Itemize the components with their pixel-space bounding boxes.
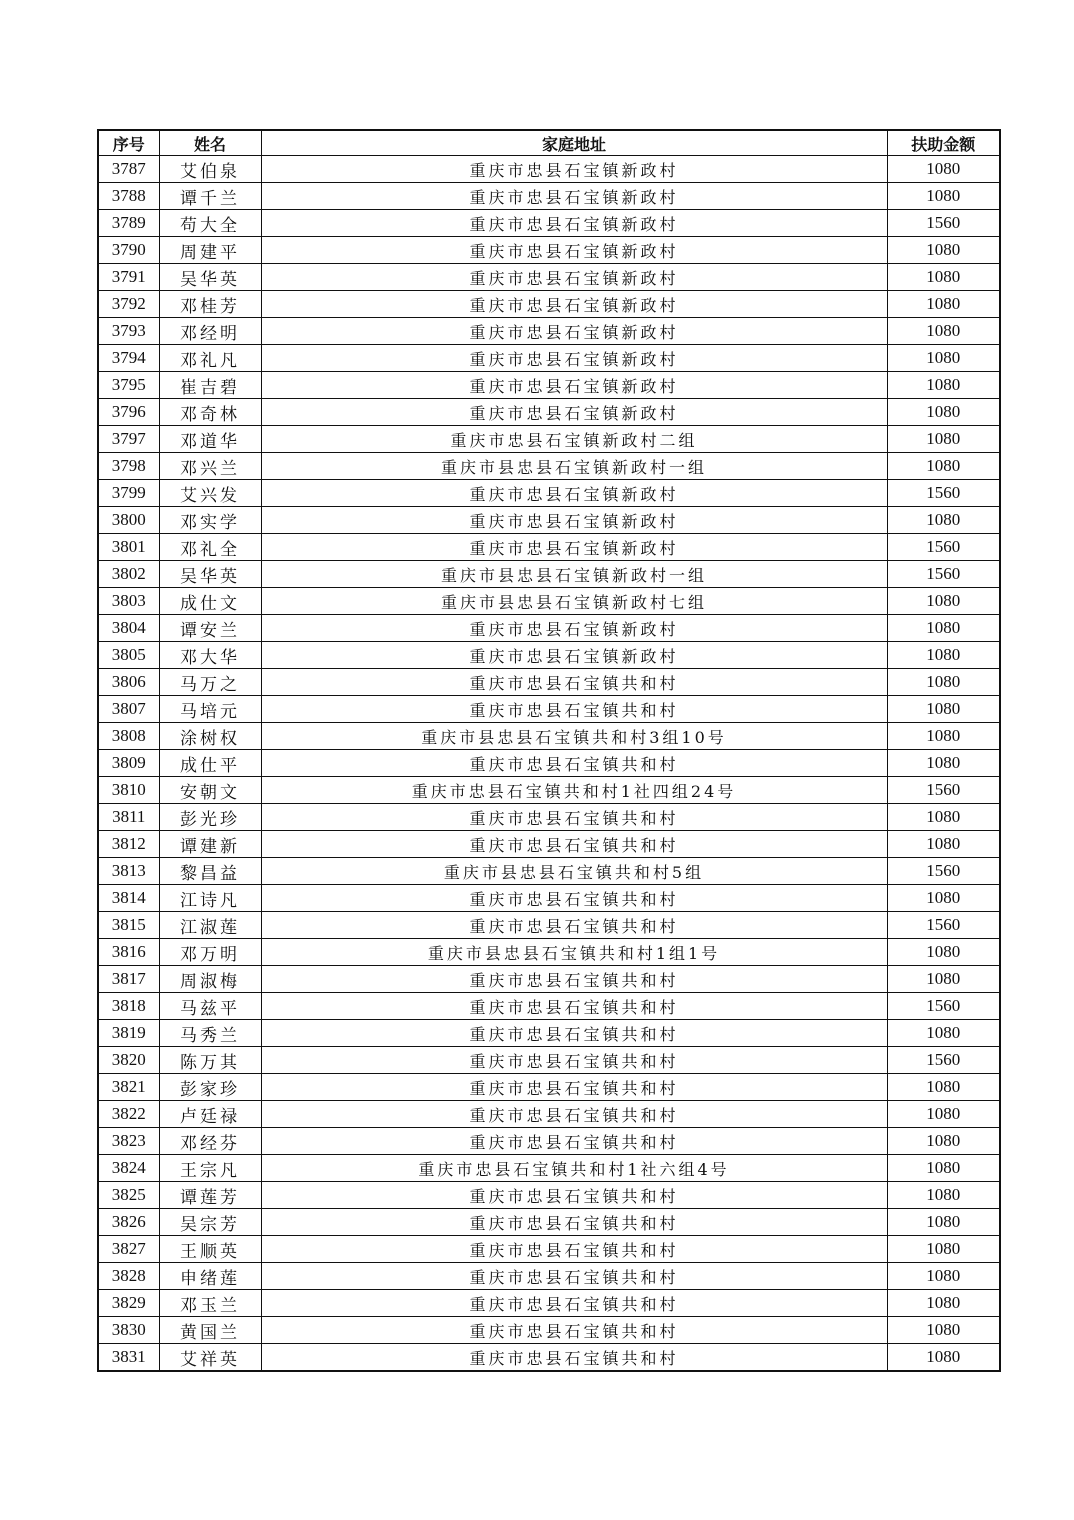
table-row <box>98 453 1000 480</box>
table-body <box>98 156 1000 1372</box>
cell-name: 成仕平 <box>159 750 261 777</box>
cell-serial-number: 3793 <box>98 318 159 345</box>
cell-subsidy-amount: 1560 <box>887 1047 1000 1074</box>
cell-subsidy-amount: 1080 <box>887 507 1000 534</box>
cell-home-address: 重庆市忠县石宝镇新政村 <box>261 345 887 372</box>
table-row <box>98 264 1000 291</box>
cell-subsidy-amount: 1080 <box>887 750 1000 777</box>
cell-serial-number: 3818 <box>98 993 159 1020</box>
cell-home-address: 重庆市忠县石宝镇共和村 <box>261 993 887 1020</box>
table-row <box>98 696 1000 723</box>
cell-serial-number: 3829 <box>98 1290 159 1317</box>
cell-home-address: 重庆市忠县石宝镇共和村 <box>261 1047 887 1074</box>
cell-home-address: 重庆市县忠县石宝镇共和村5组 <box>261 858 887 885</box>
table-row <box>98 561 1000 588</box>
cell-subsidy-amount: 1080 <box>887 1317 1000 1344</box>
cell-serial-number: 3808 <box>98 723 159 750</box>
cell-name: 马兹平 <box>159 993 261 1020</box>
cell-home-address: 重庆市忠县石宝镇共和村 <box>261 750 887 777</box>
cell-serial-number: 3797 <box>98 426 159 453</box>
cell-serial-number: 3826 <box>98 1209 159 1236</box>
cell-subsidy-amount: 1560 <box>887 777 1000 804</box>
table-row <box>98 1101 1000 1128</box>
table-row <box>98 1047 1000 1074</box>
cell-subsidy-amount: 1080 <box>887 1182 1000 1209</box>
cell-name: 邓奇林 <box>159 399 261 426</box>
cell-home-address: 重庆市忠县石宝镇新政村 <box>261 264 887 291</box>
cell-home-address: 重庆市忠县石宝镇新政村 <box>261 210 887 237</box>
cell-name: 吴宗芳 <box>159 1209 261 1236</box>
cell-serial-number: 3819 <box>98 1020 159 1047</box>
table-row <box>98 966 1000 993</box>
cell-subsidy-amount: 1080 <box>887 1128 1000 1155</box>
cell-name: 邓经芬 <box>159 1128 261 1155</box>
cell-subsidy-amount: 1560 <box>887 210 1000 237</box>
cell-home-address: 重庆市忠县石宝镇新政村 <box>261 480 887 507</box>
table-row <box>98 885 1000 912</box>
cell-home-address: 重庆市忠县石宝镇共和村 <box>261 1101 887 1128</box>
cell-home-address: 重庆市忠县石宝镇共和村 <box>261 1074 887 1101</box>
cell-subsidy-amount: 1080 <box>887 156 1000 183</box>
table-row <box>98 183 1000 210</box>
cell-subsidy-amount: 1080 <box>887 1101 1000 1128</box>
cell-subsidy-amount: 1080 <box>887 939 1000 966</box>
cell-name: 卢廷禄 <box>159 1101 261 1128</box>
cell-home-address: 重庆市县忠县石宝镇新政村一组 <box>261 453 887 480</box>
cell-name: 彭光珍 <box>159 804 261 831</box>
cell-subsidy-amount: 1080 <box>887 426 1000 453</box>
cell-home-address: 重庆市忠县石宝镇共和村 <box>261 1182 887 1209</box>
cell-serial-number: 3828 <box>98 1263 159 1290</box>
header-home-address: 家庭地址 <box>261 130 887 156</box>
cell-serial-number: 3816 <box>98 939 159 966</box>
table-row <box>98 1317 1000 1344</box>
cell-subsidy-amount: 1080 <box>887 399 1000 426</box>
cell-home-address: 重庆市忠县石宝镇共和村 <box>261 1290 887 1317</box>
cell-serial-number: 3824 <box>98 1155 159 1182</box>
cell-name: 王顺英 <box>159 1236 261 1263</box>
cell-subsidy-amount: 1080 <box>887 669 1000 696</box>
cell-serial-number: 3792 <box>98 291 159 318</box>
cell-name: 谭千兰 <box>159 183 261 210</box>
table-row <box>98 237 1000 264</box>
cell-serial-number: 3812 <box>98 831 159 858</box>
cell-subsidy-amount: 1080 <box>887 1074 1000 1101</box>
cell-serial-number: 3809 <box>98 750 159 777</box>
table-row <box>98 480 1000 507</box>
cell-subsidy-amount: 1080 <box>887 1290 1000 1317</box>
cell-name: 邓经明 <box>159 318 261 345</box>
table-row <box>98 858 1000 885</box>
table-row <box>98 1155 1000 1182</box>
cell-name: 马培元 <box>159 696 261 723</box>
table-row <box>98 669 1000 696</box>
cell-home-address: 重庆市忠县石宝镇新政村 <box>261 156 887 183</box>
cell-home-address: 重庆市县忠县石宝镇新政村七组 <box>261 588 887 615</box>
cell-serial-number: 3800 <box>98 507 159 534</box>
cell-subsidy-amount: 1080 <box>887 453 1000 480</box>
cell-subsidy-amount: 1080 <box>887 1263 1000 1290</box>
cell-serial-number: 3820 <box>98 1047 159 1074</box>
cell-name: 周建平 <box>159 237 261 264</box>
cell-home-address: 重庆市忠县石宝镇新政村 <box>261 507 887 534</box>
table-row <box>98 1128 1000 1155</box>
table-row <box>98 1074 1000 1101</box>
cell-serial-number: 3791 <box>98 264 159 291</box>
cell-home-address: 重庆市忠县石宝镇新政村 <box>261 183 887 210</box>
cell-name: 邓礼全 <box>159 534 261 561</box>
cell-name: 马万之 <box>159 669 261 696</box>
table-row <box>98 399 1000 426</box>
cell-name: 苟大全 <box>159 210 261 237</box>
cell-serial-number: 3813 <box>98 858 159 885</box>
cell-name: 邓万明 <box>159 939 261 966</box>
cell-serial-number: 3790 <box>98 237 159 264</box>
cell-serial-number: 3795 <box>98 372 159 399</box>
table-row <box>98 345 1000 372</box>
cell-name: 邓兴兰 <box>159 453 261 480</box>
cell-serial-number: 3827 <box>98 1236 159 1263</box>
cell-name: 艾兴发 <box>159 480 261 507</box>
cell-name: 崔吉碧 <box>159 372 261 399</box>
table-row <box>98 1209 1000 1236</box>
cell-name: 邓玉兰 <box>159 1290 261 1317</box>
cell-subsidy-amount: 1080 <box>887 723 1000 750</box>
table-row <box>98 1290 1000 1317</box>
cell-subsidy-amount: 1080 <box>887 588 1000 615</box>
table-row <box>98 939 1000 966</box>
cell-subsidy-amount: 1080 <box>887 1020 1000 1047</box>
cell-home-address: 重庆市忠县石宝镇共和村1社四组24号 <box>261 777 887 804</box>
table-row <box>98 534 1000 561</box>
cell-home-address: 重庆市忠县石宝镇新政村二组 <box>261 426 887 453</box>
table-row <box>98 588 1000 615</box>
cell-subsidy-amount: 1080 <box>887 318 1000 345</box>
cell-name: 陈万其 <box>159 1047 261 1074</box>
table-row <box>98 723 1000 750</box>
cell-subsidy-amount: 1080 <box>887 1344 1000 1372</box>
cell-name: 涂树权 <box>159 723 261 750</box>
cell-home-address: 重庆市忠县石宝镇新政村 <box>261 318 887 345</box>
cell-subsidy-amount: 1080 <box>887 966 1000 993</box>
cell-home-address: 重庆市忠县石宝镇共和村 <box>261 966 887 993</box>
cell-serial-number: 3788 <box>98 183 159 210</box>
cell-home-address: 重庆市忠县石宝镇新政村 <box>261 399 887 426</box>
cell-home-address: 重庆市忠县石宝镇新政村 <box>261 291 887 318</box>
table-row <box>98 750 1000 777</box>
table-row <box>98 210 1000 237</box>
cell-serial-number: 3821 <box>98 1074 159 1101</box>
cell-name: 谭莲芳 <box>159 1182 261 1209</box>
cell-home-address: 重庆市县忠县石宝镇共和村3组10号 <box>261 723 887 750</box>
subsidy-table <box>97 129 1001 1372</box>
cell-serial-number: 3801 <box>98 534 159 561</box>
cell-serial-number: 3789 <box>98 210 159 237</box>
header-row <box>98 130 1000 156</box>
header-name: 姓名 <box>159 130 261 156</box>
cell-home-address: 重庆市忠县石宝镇共和村 <box>261 1317 887 1344</box>
cell-home-address: 重庆市忠县石宝镇共和村 <box>261 696 887 723</box>
cell-name: 谭建新 <box>159 831 261 858</box>
cell-serial-number: 3799 <box>98 480 159 507</box>
cell-subsidy-amount: 1080 <box>887 1155 1000 1182</box>
cell-home-address: 重庆市忠县石宝镇共和村 <box>261 1344 887 1372</box>
cell-serial-number: 3815 <box>98 912 159 939</box>
cell-subsidy-amount: 1080 <box>887 642 1000 669</box>
cell-subsidy-amount: 1560 <box>887 858 1000 885</box>
cell-subsidy-amount: 1560 <box>887 993 1000 1020</box>
cell-name: 马秀兰 <box>159 1020 261 1047</box>
cell-name: 安朝文 <box>159 777 261 804</box>
cell-serial-number: 3814 <box>98 885 159 912</box>
cell-name: 成仕文 <box>159 588 261 615</box>
cell-home-address: 重庆市忠县石宝镇共和村 <box>261 1128 887 1155</box>
cell-subsidy-amount: 1080 <box>887 696 1000 723</box>
table-row <box>98 993 1000 1020</box>
cell-subsidy-amount: 1080 <box>887 264 1000 291</box>
cell-serial-number: 3823 <box>98 1128 159 1155</box>
cell-subsidy-amount: 1080 <box>887 804 1000 831</box>
cell-subsidy-amount: 1080 <box>887 183 1000 210</box>
cell-home-address: 重庆市忠县石宝镇共和村 <box>261 912 887 939</box>
cell-serial-number: 3805 <box>98 642 159 669</box>
table-row <box>98 1344 1000 1372</box>
cell-home-address: 重庆市县忠县石宝镇新政村一组 <box>261 561 887 588</box>
cell-name: 黄国兰 <box>159 1317 261 1344</box>
cell-home-address: 重庆市忠县石宝镇共和村 <box>261 1236 887 1263</box>
table-row <box>98 777 1000 804</box>
cell-name: 邓道华 <box>159 426 261 453</box>
header-subsidy-amount: 扶助金额 <box>887 130 1000 156</box>
cell-serial-number: 3787 <box>98 156 159 183</box>
table-row <box>98 1020 1000 1047</box>
table-row <box>98 291 1000 318</box>
cell-name: 邓桂芳 <box>159 291 261 318</box>
cell-name: 王宗凡 <box>159 1155 261 1182</box>
cell-home-address: 重庆市忠县石宝镇共和村 <box>261 1209 887 1236</box>
cell-subsidy-amount: 1080 <box>887 615 1000 642</box>
table-row <box>98 642 1000 669</box>
table-row <box>98 1263 1000 1290</box>
table-row <box>98 426 1000 453</box>
cell-serial-number: 3806 <box>98 669 159 696</box>
cell-home-address: 重庆市县忠县石宝镇共和村1组1号 <box>261 939 887 966</box>
cell-serial-number: 3811 <box>98 804 159 831</box>
table-row <box>98 156 1000 183</box>
cell-home-address: 重庆市忠县石宝镇新政村 <box>261 642 887 669</box>
table-header <box>98 130 1000 156</box>
cell-name: 谭安兰 <box>159 615 261 642</box>
cell-serial-number: 3810 <box>98 777 159 804</box>
table-row <box>98 318 1000 345</box>
cell-serial-number: 3798 <box>98 453 159 480</box>
cell-serial-number: 3794 <box>98 345 159 372</box>
cell-name: 邓礼凡 <box>159 345 261 372</box>
cell-home-address: 重庆市忠县石宝镇共和村 <box>261 1263 887 1290</box>
cell-home-address: 重庆市忠县石宝镇共和村 <box>261 1020 887 1047</box>
table-row <box>98 804 1000 831</box>
cell-serial-number: 3822 <box>98 1101 159 1128</box>
table-row <box>98 1182 1000 1209</box>
cell-name: 黎昌益 <box>159 858 261 885</box>
table-row <box>98 615 1000 642</box>
cell-subsidy-amount: 1560 <box>887 534 1000 561</box>
cell-home-address: 重庆市忠县石宝镇新政村 <box>261 615 887 642</box>
cell-subsidy-amount: 1560 <box>887 480 1000 507</box>
cell-serial-number: 3804 <box>98 615 159 642</box>
cell-name: 吴华英 <box>159 264 261 291</box>
cell-name: 彭家珍 <box>159 1074 261 1101</box>
cell-subsidy-amount: 1080 <box>887 885 1000 912</box>
cell-name: 艾伯泉 <box>159 156 261 183</box>
cell-subsidy-amount: 1080 <box>887 831 1000 858</box>
header-serial-number: 序号 <box>98 130 159 156</box>
cell-name: 江诗凡 <box>159 885 261 912</box>
table-row <box>98 507 1000 534</box>
cell-serial-number: 3796 <box>98 399 159 426</box>
cell-name: 申绪莲 <box>159 1263 261 1290</box>
cell-subsidy-amount: 1560 <box>887 561 1000 588</box>
table-row <box>98 912 1000 939</box>
cell-home-address: 重庆市忠县石宝镇新政村 <box>261 534 887 561</box>
cell-serial-number: 3831 <box>98 1344 159 1372</box>
cell-serial-number: 3807 <box>98 696 159 723</box>
cell-subsidy-amount: 1080 <box>887 1209 1000 1236</box>
cell-serial-number: 3830 <box>98 1317 159 1344</box>
cell-subsidy-amount: 1080 <box>887 237 1000 264</box>
cell-subsidy-amount: 1080 <box>887 372 1000 399</box>
cell-home-address: 重庆市忠县石宝镇共和村 <box>261 885 887 912</box>
cell-subsidy-amount: 1080 <box>887 1236 1000 1263</box>
cell-name: 江淑莲 <box>159 912 261 939</box>
cell-name: 吴华英 <box>159 561 261 588</box>
cell-serial-number: 3803 <box>98 588 159 615</box>
cell-subsidy-amount: 1080 <box>887 291 1000 318</box>
cell-serial-number: 3817 <box>98 966 159 993</box>
cell-home-address: 重庆市忠县石宝镇新政村 <box>261 372 887 399</box>
cell-serial-number: 3802 <box>98 561 159 588</box>
cell-serial-number: 3825 <box>98 1182 159 1209</box>
cell-home-address: 重庆市忠县石宝镇共和村 <box>261 831 887 858</box>
cell-name: 邓实学 <box>159 507 261 534</box>
cell-name: 艾祥英 <box>159 1344 261 1372</box>
table-row <box>98 372 1000 399</box>
cell-home-address: 重庆市忠县石宝镇新政村 <box>261 237 887 264</box>
cell-home-address: 重庆市忠县石宝镇共和村 <box>261 669 887 696</box>
table-row <box>98 1236 1000 1263</box>
cell-name: 周淑梅 <box>159 966 261 993</box>
cell-home-address: 重庆市忠县石宝镇共和村 <box>261 804 887 831</box>
cell-subsidy-amount: 1560 <box>887 912 1000 939</box>
cell-name: 邓大华 <box>159 642 261 669</box>
table-row <box>98 831 1000 858</box>
cell-subsidy-amount: 1080 <box>887 345 1000 372</box>
cell-home-address: 重庆市忠县石宝镇共和村1社六组4号 <box>261 1155 887 1182</box>
